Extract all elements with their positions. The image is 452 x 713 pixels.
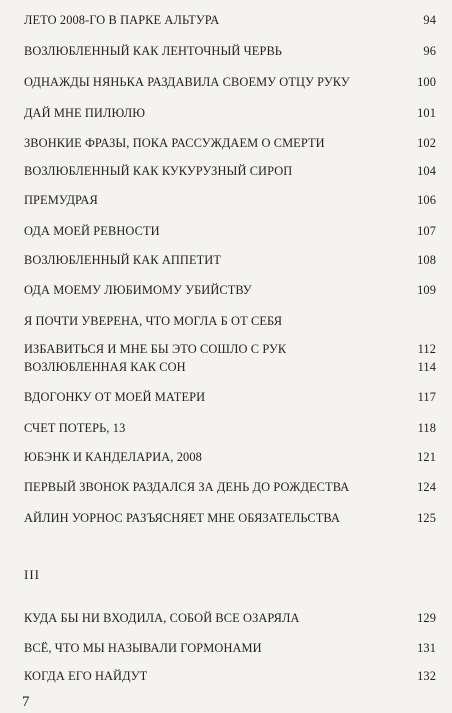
toc-entry [24,311,436,360]
toc-entry-page: 109 [417,283,436,297]
toc-entry [24,190,436,212]
toc-entry-page: 125 [417,511,436,525]
toc-entry [24,221,436,243]
page-number: 7 [22,694,30,710]
toc-entry-page: 117 [417,390,436,404]
toc-entry-title: СЧЕТ ПОТЕРЬ, 13 [24,421,126,435]
toc-entry-page: 94 [423,13,436,27]
toc-entry-page: 101 [417,106,436,120]
toc-entry-title: ДАЙ МНЕ ПИЛЮЛЮ [24,106,146,120]
toc-entry-title: ЛЕТО 2008-ГО В ПАРКЕ АЛЬТУРА [24,13,220,27]
toc-entry-page: 129 [417,611,436,625]
toc-entry-page: 131 [417,641,436,655]
toc-entry-title: ВОЗЛЮБЛЕННЫЙ КАК ЛЕНТОЧНЫЙ ЧЕРВЬ [24,44,283,58]
toc-entry [24,638,436,660]
toc-entry [24,161,436,183]
toc-entry [24,72,436,94]
toc-entry-title: ПРЕМУДРАЯ [24,193,98,207]
section-heading: III [24,567,40,582]
toc-entry-page: 102 [417,136,436,150]
toc-entry-page: 107 [417,224,436,238]
toc-entry-page: 100 [417,75,436,89]
toc-entry-title: ПЕРВЫЙ ЗВОНОК РАЗДАЛСЯ ЗА ДЕНЬ ДО РОЖДЕСТВА [24,480,350,494]
toc-entry [24,477,436,499]
toc-entry-title: ВОЗЛЮБЛЕННАЯ КАК СОН [24,360,186,374]
toc-entry-title: ВСЁ, ЧТО МЫ НАЗЫВАЛИ ГОРМОНАМИ [24,641,262,655]
toc-entry-page: 96 [423,44,436,58]
toc-entry [24,666,436,688]
toc-entry [24,357,436,379]
toc-entry-title: ОДА МОЕЙ РЕВНОСТИ [24,224,160,238]
toc-entry-page: 108 [417,253,436,267]
toc-entry [24,447,436,469]
toc-entry [24,133,436,155]
toc-entry [24,508,436,530]
toc-entry-title: ЮБЭНК И КАНДЕЛАРИА, 2008 [24,450,202,464]
toc-entry-title: КОГДА ЕГО НАЙДУТ [24,669,148,683]
toc-entry [24,387,436,409]
toc-entry-page: 124 [417,480,436,494]
toc-entry [24,608,436,630]
toc-entry [24,280,436,302]
toc-entry-title: ОДА МОЕМУ ЛЮБИМОМУ УБИЙСТВУ [24,283,252,297]
toc-entry-title: ОДНАЖДЫ НЯНЬКА РАЗДАВИЛА СВОЕМУ ОТЦУ РУКУ [24,75,350,89]
toc-entry-page: 112 [417,341,436,356]
toc-entry [24,103,436,125]
toc-entry-page: 114 [417,360,436,374]
toc-entry-title: ВОЗЛЮБЛЕННЫЙ КАК КУКУРУЗНЫЙ СИРОП [24,164,293,178]
toc-entry-page: 132 [417,669,436,683]
toc-entry-title: КУДА БЫ НИ ВХОДИЛА, СОБОЙ ВСЕ ОЗАРЯЛА [24,611,300,625]
toc-entry [24,41,436,63]
toc-entry-page: 118 [417,421,436,435]
toc-entry-page: 106 [417,193,436,207]
toc-entry-title: ВОЗЛЮБЛЕННЫЙ КАК АППЕТИТ [24,253,222,267]
toc-entry [24,10,436,32]
toc-entry [24,250,436,272]
toc-entry-title: ВДОГОНКУ ОТ МОЕЙ МАТЕРИ [24,390,206,404]
toc-entry-title-line2: ИЗБАВИТЬСЯ И МНЕ БЫ ЭТО СОШЛО С РУК [24,341,287,356]
toc-entry-page: 121 [417,450,436,464]
toc-entry-title: АЙЛИН УОРНОС РАЗЪЯСНЯЕТ МНЕ ОБЯЗАТЕЛЬСТВА [24,511,340,525]
toc-entry-title-line1: Я ПОЧТИ УВЕРЕНА, ЧТО МОГЛА Б ОТ СЕБЯ [24,314,283,328]
toc-entry [24,418,436,440]
toc-entry-page: 104 [417,164,436,178]
toc-entry-title: ЗВОНКИЕ ФРАЗЫ, ПОКА РАССУЖДАЕМ О СМЕРТИ [24,136,325,150]
